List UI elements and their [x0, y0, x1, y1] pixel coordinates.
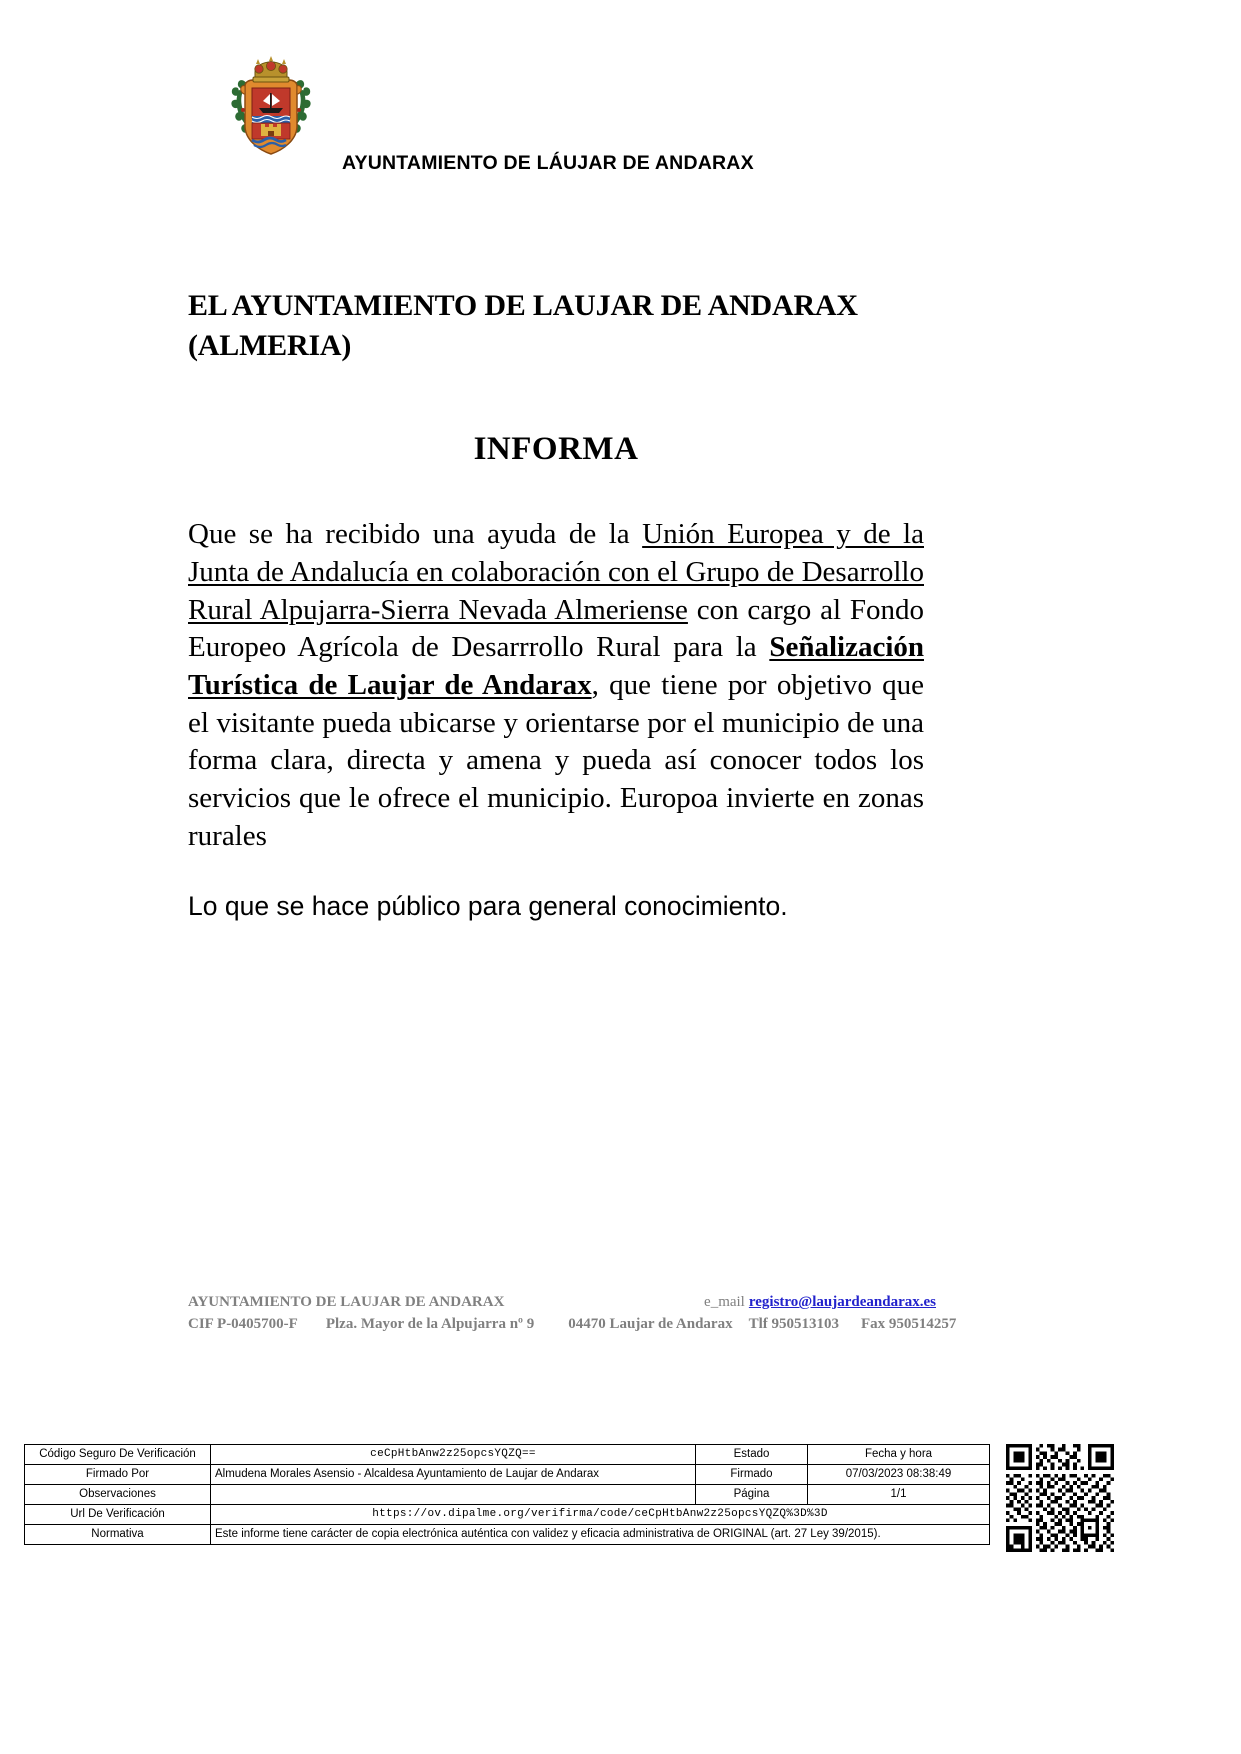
normativa-value: Este informe tiene carácter de copia electrónica auténtica con validez y eficacia administrativa de ORIGINAL (art. 27 Ley 39/2015). — [211, 1525, 990, 1545]
paragraph-segment-3: con cargo al Fondo Europeo Agrícola de Desarrrollo Rural para la — [188, 593, 924, 664]
observaciones-value — [211, 1485, 696, 1505]
qr-code-icon — [1006, 1444, 1114, 1552]
table-row — [25, 1485, 990, 1505]
table-row — [25, 1445, 990, 1465]
footer-fax: Fax 950514257 — [861, 1315, 957, 1332]
footer-email-group — [704, 1292, 936, 1314]
body-paragraph — [188, 516, 924, 855]
estado-value: Firmado — [696, 1465, 808, 1485]
footer-entity-name: AYUNTAMIENTO DE LAUJAR DE ANDARAX — [188, 1294, 505, 1310]
footer-street: Plza. Mayor de la Alpujarra nº 9 — [325, 1315, 535, 1332]
observaciones-label: Observaciones — [25, 1485, 211, 1505]
footer-phone: Tlf 950513103 — [748, 1315, 840, 1332]
coat-of-arms-icon — [225, 52, 317, 160]
table-row — [25, 1505, 990, 1525]
pagina-value: 1/1 — [808, 1485, 990, 1505]
header-title: AYUNTAMIENTO DE LÁUJAR DE ANDARAX — [342, 152, 754, 174]
page-title-line1: EL AYUNTAMIENTO DE LAUJAR DE ANDARAX — [188, 289, 858, 322]
paragraph-segment-5: , que tiene por objetivo que el visitante pueda ubicarse y orientarse por el municipio de una forma clara, directa y amena y pueda así conocer todos los servicios que le ofrece el municipio. Europoa invierte en zonas rurales — [188, 668, 924, 852]
closing-statement: Lo que se hace público para general conocimiento. — [188, 891, 788, 922]
verification-block — [24, 1444, 1220, 1552]
table-row — [25, 1525, 990, 1545]
address-footer — [188, 1292, 957, 1336]
paragraph-bold-project-name: Señalización Turística de Laujar de Andarax — [188, 631, 924, 701]
document-body — [188, 286, 924, 924]
csv-label: Código Seguro De Verificación — [25, 1445, 211, 1465]
firmado-por-label: Firmado Por — [25, 1465, 211, 1485]
fecha-value: 07/03/2023 08:38:49 — [808, 1465, 990, 1485]
document-header — [0, 52, 1241, 174]
footer-city: 04470 Laujar de Andarax — [568, 1315, 733, 1332]
estado-header: Estado — [696, 1445, 808, 1465]
paragraph-underlined-funders: Unión Europea y de la Junta de Andalucía en colaboración con el Grupo de Desarrollo Rural Alpujarra-Sierra Nevada Almeriense — [188, 518, 924, 626]
verification-table — [24, 1444, 990, 1545]
page-title-line2: (ALMERIA) — [188, 328, 352, 362]
pagina-label: Página — [696, 1485, 808, 1505]
url-verificacion-value[interactable]: https://ov.dipalme.org/verifirma/code/ceCpHtbAnw2z25opcsYQZQ%3D%3D — [211, 1505, 990, 1525]
informa-heading: INFORMA — [473, 431, 639, 468]
page-title — [188, 286, 924, 365]
csv-value: ceCpHtbAnw2z25opcsYQZQ== — [211, 1445, 696, 1465]
normativa-label: Normativa — [25, 1525, 211, 1545]
fecha-header: Fecha y hora — [808, 1445, 990, 1465]
footer-cif: CIF P-0405700-F — [188, 1315, 298, 1332]
footer-email-link[interactable]: registro@laujardeandarax.es — [748, 1294, 936, 1310]
url-verificacion-label: Url De Verificación — [25, 1505, 211, 1525]
paragraph-segment-1: Que se ha recibido una ayuda de la — [188, 518, 643, 551]
table-row — [25, 1465, 990, 1485]
footer-email-label: e_mail — [704, 1294, 745, 1310]
firmado-por-value: Almudena Morales Asensio - Alcaldesa Ayuntamiento de Laujar de Andarax — [211, 1465, 696, 1485]
